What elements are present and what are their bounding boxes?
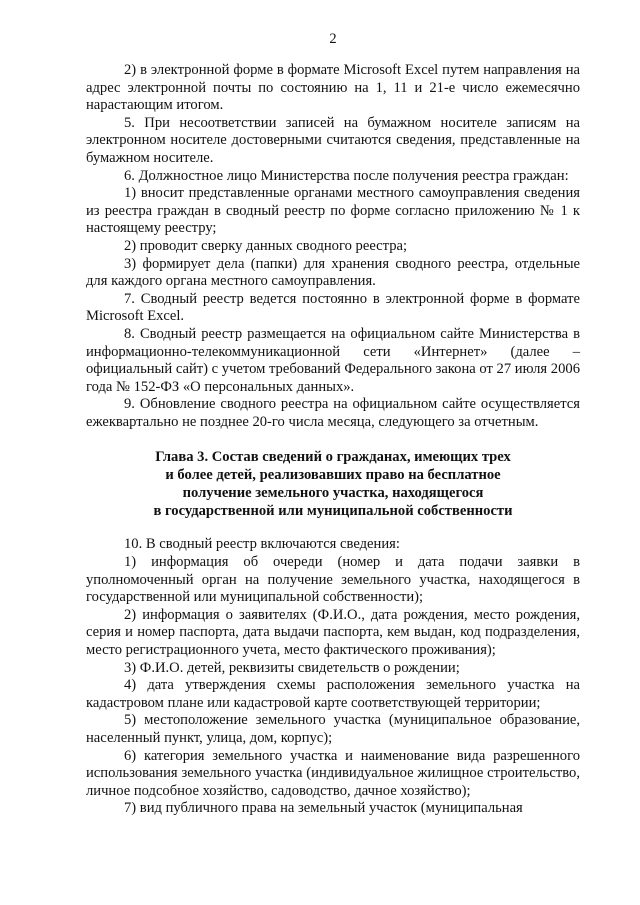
paragraph: 6. Должностное лицо Министерства после получения реестра граждан: [124,167,569,184]
chapter-heading-line: получение земельного участка, находящегося [182,485,484,502]
paragraph: 2) информация о заявителях (Ф.И.О., дата рождения, место рождения, серия и номер паспорта, дата выдачи паспорта, кем выдан, код подразделения, место регистрационного учета, место фактического проживания); [86,606,580,659]
paragraph: 10. В сводный реестр включаются сведения: [124,536,400,553]
paragraph: 4) дата утверждения схемы расположения земельного участка на кадастровом плане или кадастровой карте соответствующей территории; [86,677,580,711]
paragraph: 7) вид публичного права на земельный участок (муниципальная [124,800,523,817]
chapter-heading [86,448,580,520]
document-page [86,30,580,818]
paragraph: 3) формирует дела (папки) для хранения сводного реестра, отдельные для каждого органа местного самоуправления. [86,255,580,290]
paragraph: 8. Сводный реестр размещается на официальном сайте Министерства в информационно-телекоммуникационной сети «Интернет» (далее – официальный сайт) с учетом требований Федерального закона от 27 июля 2006 года № 152-ФЗ «О персональных данных». [86,325,580,395]
chapter-heading-line: в государственной или муниципальной собственности [153,503,513,520]
paragraph: 1) вносит представленные органами местного самоуправления сведения из реестра граждан в сводный реестр по форме согласно приложению № 1 к настоящему реестру; [86,185,580,237]
section-before [86,62,580,431]
paragraph: 2) проводит сверку данных сводного реестра; [124,237,408,254]
paragraph: 9. Обновление сводного реестра на официальном сайте осуществляется ежеквартально не позднее 20-го числа месяца, следующего за отчетным. [86,396,580,430]
paragraph: 7. Сводный реестр ведется постоянно в электронной форме в формате Microsoft Excel. [86,290,580,325]
paragraph: 3) Ф.И.О. детей, реквизиты свидетельств о рождении; [124,659,460,676]
paragraph: 2) в электронной форме в формате Microsoft Excel путем направления на адрес электронной почты по состоянию на 1, 11 и 21-е число ежемесячно нарастающим итогом. [86,62,580,114]
paragraph: 6) категория земельного участка и наименование вида разрешенного использования земельного участка (индивидуальное жилищное строительство, личное подсобное хозяйство, садоводство, дачное хозяйство); [86,747,580,799]
paragraph: 5. При несоответствии записей на бумажном носителе записям на электронном носителе достоверными считаются сведения, представленные на бумажном носителе. [86,114,580,166]
paragraph: 5) местоположение земельного участка (муниципальное образование, населенный пункт, улица, дом, корпус); [86,712,580,746]
chapter-heading-line: Глава 3. Состав сведений о гражданах, имеющих трех [155,449,511,466]
section-after [86,536,580,818]
page-number: 2 [329,31,337,47]
chapter-heading-line: и более детей, реализовавших право на бесплатное [165,467,501,484]
paragraph: 1) информация об очереди (номер и дата подачи заявки в уполномоченный орган на получение земельного участка, находящегося в государственной или муниципальной собственности); [86,554,580,606]
